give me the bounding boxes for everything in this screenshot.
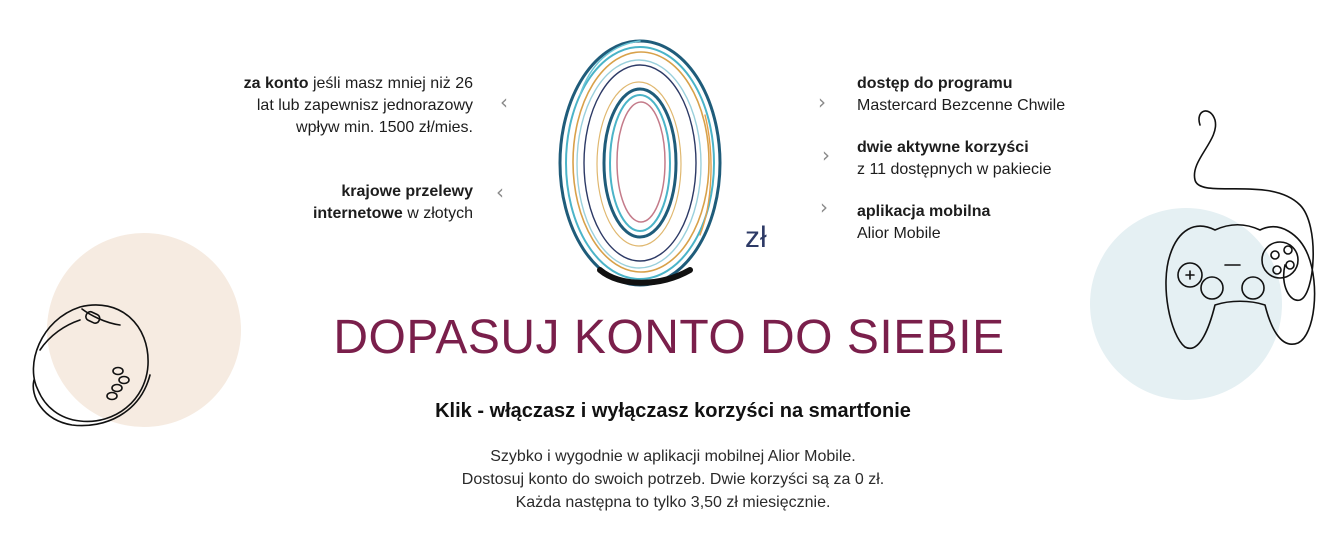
zero-zloty-graphic — [540, 25, 800, 290]
benefit-text: jeśli masz mniej niż 26 lat lub zapewnisz jednorazowy wpływ min. 1500 zł/mies. — [256, 75, 473, 136]
left-benefit-1 — [240, 73, 473, 139]
chevron-left-icon: ‹ — [496, 180, 504, 204]
benefit-text: Alior Mobile — [857, 225, 941, 242]
right-benefit-1 — [857, 73, 1157, 117]
benefit-bold: dwie aktywne korzyści — [857, 139, 1029, 156]
benefit-text: w złotych — [402, 205, 473, 222]
chevron-right-icon: › — [818, 90, 826, 114]
benefit-text: Mastercard Bezcenne Chwile — [857, 97, 1066, 114]
benefit-bold: za konto — [243, 75, 309, 92]
chevron-right-icon: › — [820, 195, 828, 219]
benefit-text: z 11 dostępnych w pakiecie — [857, 161, 1052, 178]
benefit-bold: krajowe przelewy internetowe — [312, 183, 473, 222]
chevron-left-icon: ‹ — [500, 90, 508, 114]
description-line-2: Dostosuj konto do swoich potrzeb. Dwie korzyści są za 0 zł. — [461, 471, 885, 488]
right-benefit-3 — [857, 201, 1157, 245]
page-title: DOPASUJ KONTO DO SIEBIE — [333, 311, 1005, 364]
description-line-1: Szybko i wygodnie w aplikacji mobilnej Alior Mobile. — [490, 448, 856, 465]
description — [0, 445, 1338, 514]
right-benefit-2 — [857, 137, 1157, 181]
benefit-bold: dostęp do programu — [857, 75, 1013, 92]
chevron-right-icon: › — [822, 143, 830, 167]
left-benefit-2 — [270, 181, 473, 225]
section-subtitle: Klik - włączasz i wyłączasz korzyści na smartfonie — [435, 400, 911, 422]
benefit-bold: aplikacja mobilna — [857, 203, 991, 220]
description-line-3: Każda następna to tylko 3,50 zł miesięcznie. — [515, 494, 831, 511]
zloty-label: zł — [745, 221, 767, 254]
